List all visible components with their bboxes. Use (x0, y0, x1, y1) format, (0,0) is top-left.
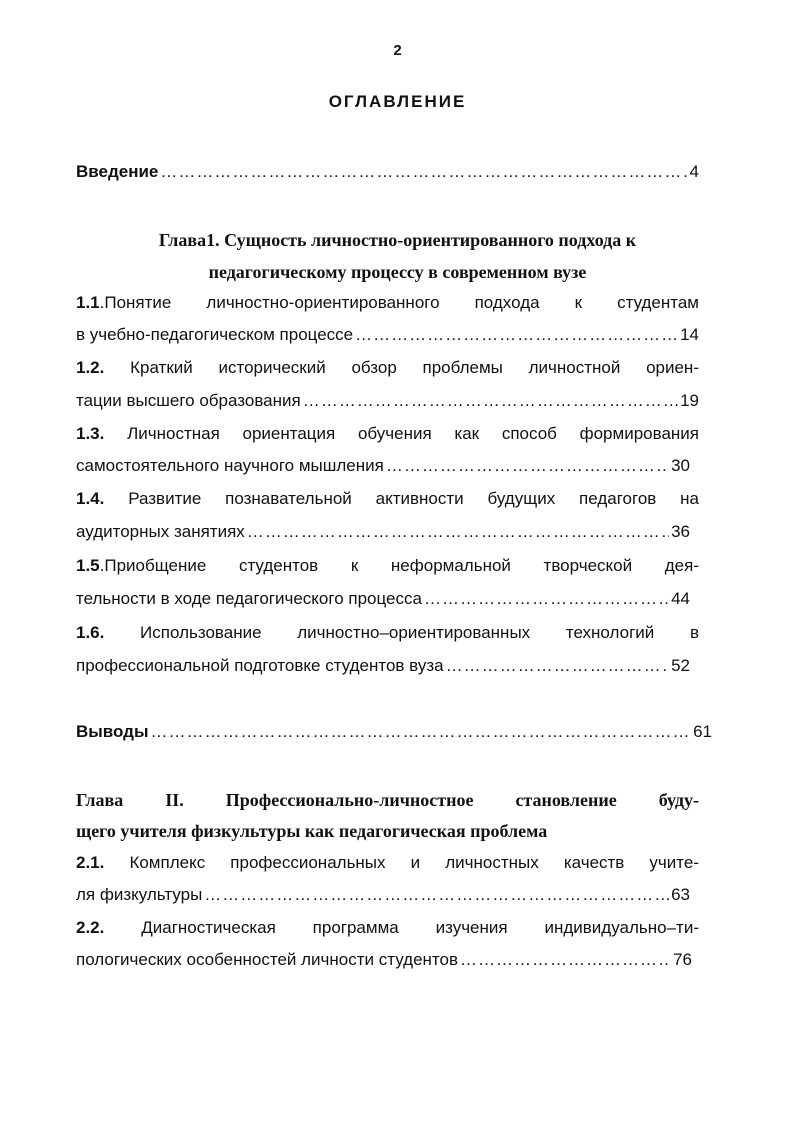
section-title-part2: ля физкультуры (76, 885, 203, 904)
toc-entry-line2 (76, 321, 699, 349)
dot-leader (446, 652, 670, 680)
section-title-part1: Личностная ориентация обучения как способ формирования (104, 424, 699, 443)
toc-page-number: 61 (693, 722, 712, 741)
toc-entry-line1 (76, 289, 699, 317)
section-title-part1: Использование личностно–ориентированных технологий в (104, 623, 699, 642)
toc-entry-line1 (76, 619, 699, 647)
toc-entry-line1 (76, 420, 699, 448)
toc-page-number: 76 (673, 950, 692, 969)
toc-entry-line2 (76, 452, 690, 480)
section-title-part2: пологических особенностей личности студентов (76, 950, 458, 969)
section-number: 1.2. (76, 358, 105, 377)
dot-leader (160, 158, 687, 186)
section-number: 1.5 (76, 556, 100, 575)
toc-entry-intro[interactable] (76, 158, 699, 186)
chapter1-heading-line2: педагогическому процессу в современном вузе (208, 262, 587, 282)
toc-entry-line1 (76, 849, 699, 877)
toc-entry-line1 (76, 914, 699, 942)
section-title-part2: аудиторных занятиях (76, 522, 245, 541)
dot-leader (247, 518, 669, 546)
toc-page-number: 19 (680, 391, 699, 410)
toc-entry-label: Выводы (76, 722, 149, 741)
toc-entry-line1 (76, 485, 699, 513)
toc-page-number: 4 (689, 162, 699, 181)
chapter2-heading-line2: щего учителя физкультуры как педагогическая проблема (76, 821, 548, 841)
section-title-part2: профессиональной подготовке студентов вуза (76, 656, 444, 675)
section-title-part1: Краткий исторический обзор проблемы личностной ориен- (104, 358, 699, 377)
toc-page-number: 14 (680, 325, 699, 344)
toc-page-number: 63 (671, 885, 690, 904)
toc-entry-line2 (76, 881, 690, 909)
chapter1-heading-line1: Глава1. Сущность личностно-ориентированного подхода к (158, 230, 637, 250)
section-number: 2.2. (76, 918, 105, 937)
dot-leader (204, 881, 669, 909)
toc-entry-line2 (76, 946, 692, 974)
section-title-part2: самостоятельного научного мышления (76, 456, 384, 475)
dot-leader (303, 387, 678, 415)
toc-entry-conclusions[interactable] (76, 718, 712, 746)
section-number: 2.1. (76, 853, 105, 872)
toc-entry-label: Введение (76, 162, 159, 181)
section-title-part2: тельности в ходе педагогического процесса (76, 589, 422, 608)
dot-leader (151, 718, 692, 746)
section-number: 1.6. (76, 623, 105, 642)
dot-leader (460, 946, 671, 974)
section-title-part2: в учебно-педагогическом процессе (76, 325, 354, 344)
toc-entry-line1 (76, 552, 699, 580)
dot-leader (355, 321, 678, 349)
dot-leader (424, 585, 669, 613)
toc-entry-line2 (76, 652, 690, 680)
toc-entry-line2 (76, 518, 690, 546)
toc-entry-line2 (76, 585, 690, 613)
section-title-part1: Диагностическая программа изучения индивидуально–ти- (104, 918, 699, 937)
toc-entry-line1 (76, 354, 699, 382)
toc-page-number: 52 (671, 656, 690, 675)
dot-leader (386, 452, 669, 480)
toc-entry-line2 (76, 387, 699, 415)
section-title-part1: Развитие познавательной активности будущих педагогов на (104, 489, 699, 508)
section-title-part1: Комплекс профессиональных и личностных качеств учите- (104, 853, 699, 872)
section-title-part1: .Приобщение студентов к неформальной творческой дея- (99, 556, 699, 575)
page-number: 2 (393, 42, 402, 59)
chapter2-heading-line1: Глава II. Профессионально-личностное становление буду- (76, 790, 699, 810)
toc-page-number: 44 (671, 589, 690, 608)
section-number: 1.4. (76, 489, 105, 508)
section-title-part2: тации высшего образования (76, 391, 301, 410)
toc-page-number: 30 (671, 456, 690, 475)
section-title-part1: .Понятие личностно-ориентированного подхода к студентам (99, 293, 699, 312)
section-number: 1.1 (76, 293, 100, 312)
toc-page-number: 36 (671, 522, 690, 541)
section-number: 1.3. (76, 424, 105, 443)
page-title: ОГЛАВЛЕНИЕ (328, 92, 467, 111)
